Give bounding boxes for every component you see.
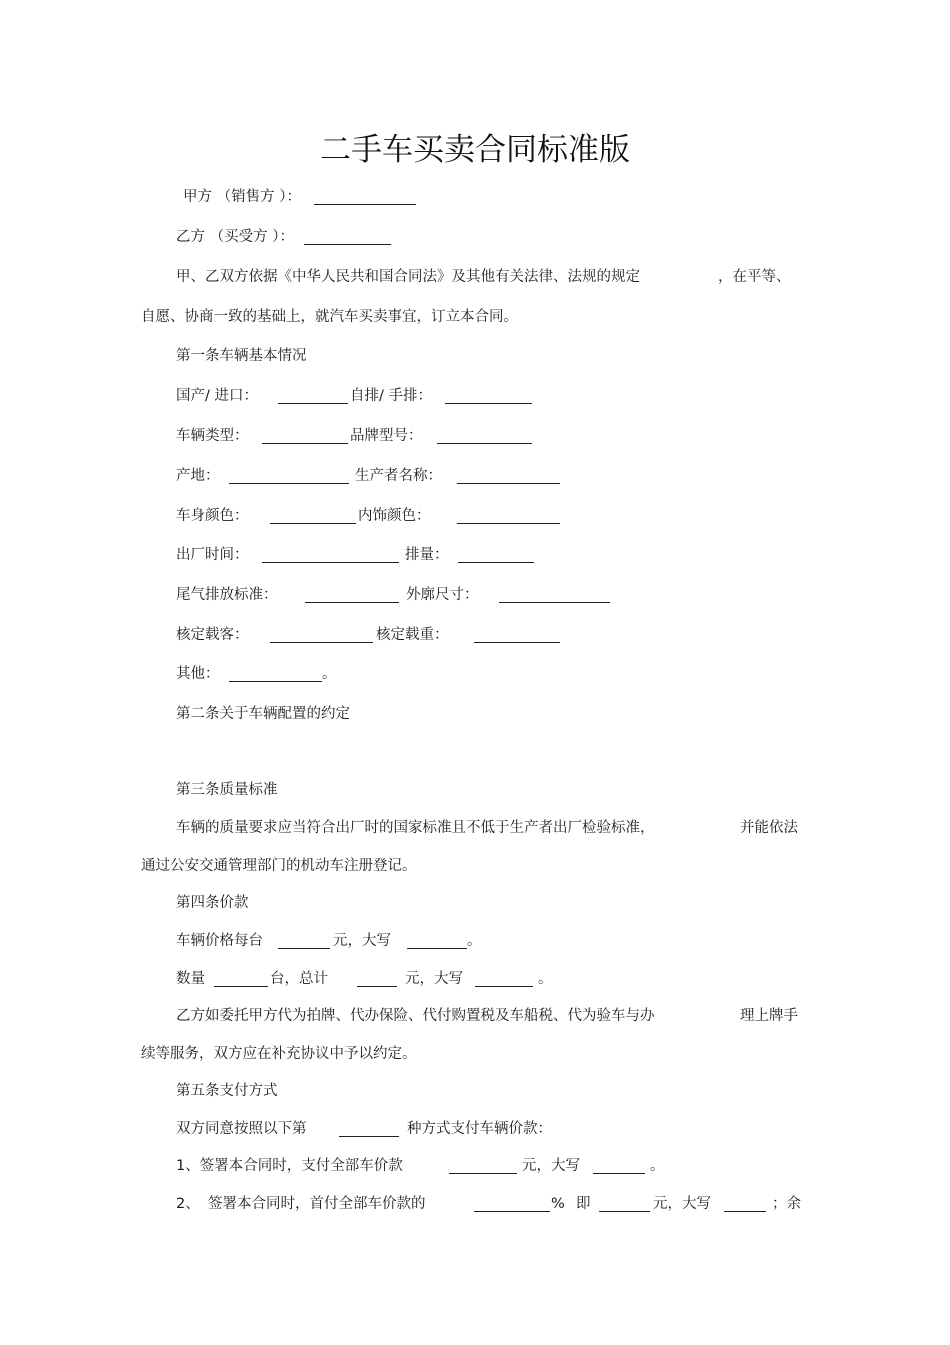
dimensions-label: 外廓尺寸： <box>406 587 479 603</box>
quality-line-1: 车辆的质量要求应当符合出厂时的国家标准且不低于生产者出厂检验标准， <box>176 820 655 836</box>
article-1-heading: 第一条车辆基本情况 <box>176 348 307 364</box>
brand-model-blank[interactable] <box>437 429 532 444</box>
payment-2-ji: 即 <box>576 1196 591 1212</box>
payment-2-percent-blank[interactable] <box>474 1197 550 1212</box>
payment-2-percent-sign: % <box>551 1196 565 1212</box>
article-3-heading: 第三条质量标准 <box>176 782 278 798</box>
unit-price-blank[interactable] <box>278 934 330 949</box>
article-5-heading: 第五条支付方式 <box>176 1083 278 1099</box>
payment-1-label: 1、签署本合同时，支付全部车价款 <box>176 1158 403 1174</box>
payment-method-label: 双方同意按照以下第 <box>176 1121 307 1137</box>
article-4-heading: 第四条价款 <box>176 895 249 911</box>
intro-line-2: 自愿、协商一致的基础上，就汽车买卖事宜，订立本合同。 <box>141 309 518 325</box>
brand-model-label: 品牌型号： <box>350 428 423 444</box>
payment-2-yuan-label: 元，大写 <box>653 1196 711 1212</box>
other-blank[interactable] <box>229 667 322 682</box>
unit-price-label: 车辆价格每台 <box>176 933 263 949</box>
displacement-blank[interactable] <box>458 548 534 563</box>
payment-2-words-blank[interactable] <box>724 1197 766 1212</box>
transmission-blank[interactable] <box>445 389 532 404</box>
party-b-label: 乙方 （买受方 ）： <box>176 229 294 245</box>
payment-2-amount-blank[interactable] <box>599 1197 650 1212</box>
origin-label: 国产/ 进口： <box>176 388 258 404</box>
article-2-heading: 第二条关于车辆配置的约定 <box>176 706 350 722</box>
manufacturer-label: 生产者名称： <box>355 468 442 484</box>
payment-2-remainder: ；余 <box>772 1196 801 1212</box>
emission-standard-label: 尾气排放标准： <box>176 587 278 603</box>
service-line-1: 乙方如委托甲方代为拍牌、代办保险、代付购置税及车船税、代为验车与办 <box>176 1008 655 1024</box>
quantity-label: 数量 <box>176 971 205 987</box>
passenger-capacity-label: 核定载客： <box>176 627 249 643</box>
vehicle-type-blank[interactable] <box>262 429 348 444</box>
vehicle-type-label: 车辆类型： <box>176 428 249 444</box>
party-b-blank[interactable] <box>304 230 391 245</box>
manufacture-date-label: 出厂时间： <box>176 547 249 563</box>
payment-method-label-end: 种方式支付车辆价款： <box>407 1121 552 1137</box>
payment-1-words-blank[interactable] <box>593 1159 645 1174</box>
total-words-blank[interactable] <box>475 972 533 987</box>
manufacture-date-blank[interactable] <box>262 548 399 563</box>
service-line-1-end: 理上牌手 <box>740 1008 798 1024</box>
load-capacity-blank[interactable] <box>474 628 560 643</box>
payment-1-period: 。 <box>650 1158 665 1174</box>
origin-blank[interactable] <box>278 389 348 404</box>
dimensions-blank[interactable] <box>499 588 610 603</box>
body-color-label: 车身颜色： <box>176 508 249 524</box>
total-label: 台，总计 <box>270 971 328 987</box>
payment-method-blank[interactable] <box>339 1122 399 1137</box>
payment-1-amount-blank[interactable] <box>449 1159 517 1174</box>
manufacturer-blank[interactable] <box>457 469 560 484</box>
load-capacity-label: 核定载重： <box>376 627 449 643</box>
emission-standard-blank[interactable] <box>305 588 399 603</box>
origin-place-label: 产地： <box>176 468 220 484</box>
payment-1-yuan-label: 元，大写 <box>522 1158 580 1174</box>
other-label: 其他： <box>176 666 220 682</box>
origin-place-blank[interactable] <box>229 469 349 484</box>
total-period: 。 <box>538 971 553 987</box>
unit-price-yuan-label: 元，大写 <box>333 933 391 949</box>
quality-line-1-end: 并能依法 <box>740 820 798 836</box>
party-a-blank[interactable] <box>314 190 416 205</box>
payment-2-number: 2、 <box>176 1196 200 1212</box>
interior-color-label: 内饰颜色： <box>358 508 431 524</box>
body-color-blank[interactable] <box>270 509 356 524</box>
quantity-blank[interactable] <box>214 972 268 987</box>
unit-price-period: 。 <box>467 933 482 949</box>
transmission-label: 自排/ 手排： <box>350 388 432 404</box>
interior-color-blank[interactable] <box>457 509 560 524</box>
party-a-label: 甲方 （销售方 ）： <box>183 189 301 205</box>
document-title: 二手车买卖合同标准版 <box>320 132 630 168</box>
displacement-label: 排量： <box>405 547 449 563</box>
payment-2-label: 签署本合同时，首付全部车价款的 <box>208 1196 426 1212</box>
quality-line-2: 通过公安交通管理部门的机动车注册登记。 <box>141 858 417 874</box>
intro-line-1-end: ，在平等、 <box>718 269 791 285</box>
unit-price-words-blank[interactable] <box>407 934 467 949</box>
intro-line-1: 甲、乙双方依据《中华人民共和国合同法》及其他有关法律、法规的规定 <box>176 269 640 285</box>
total-blank[interactable] <box>357 972 397 987</box>
passenger-capacity-blank[interactable] <box>270 628 373 643</box>
service-line-2: 续等服务，双方应在补充协议中予以约定。 <box>141 1046 417 1062</box>
total-yuan-label: 元，大写 <box>405 971 463 987</box>
other-period: 。 <box>322 666 337 682</box>
